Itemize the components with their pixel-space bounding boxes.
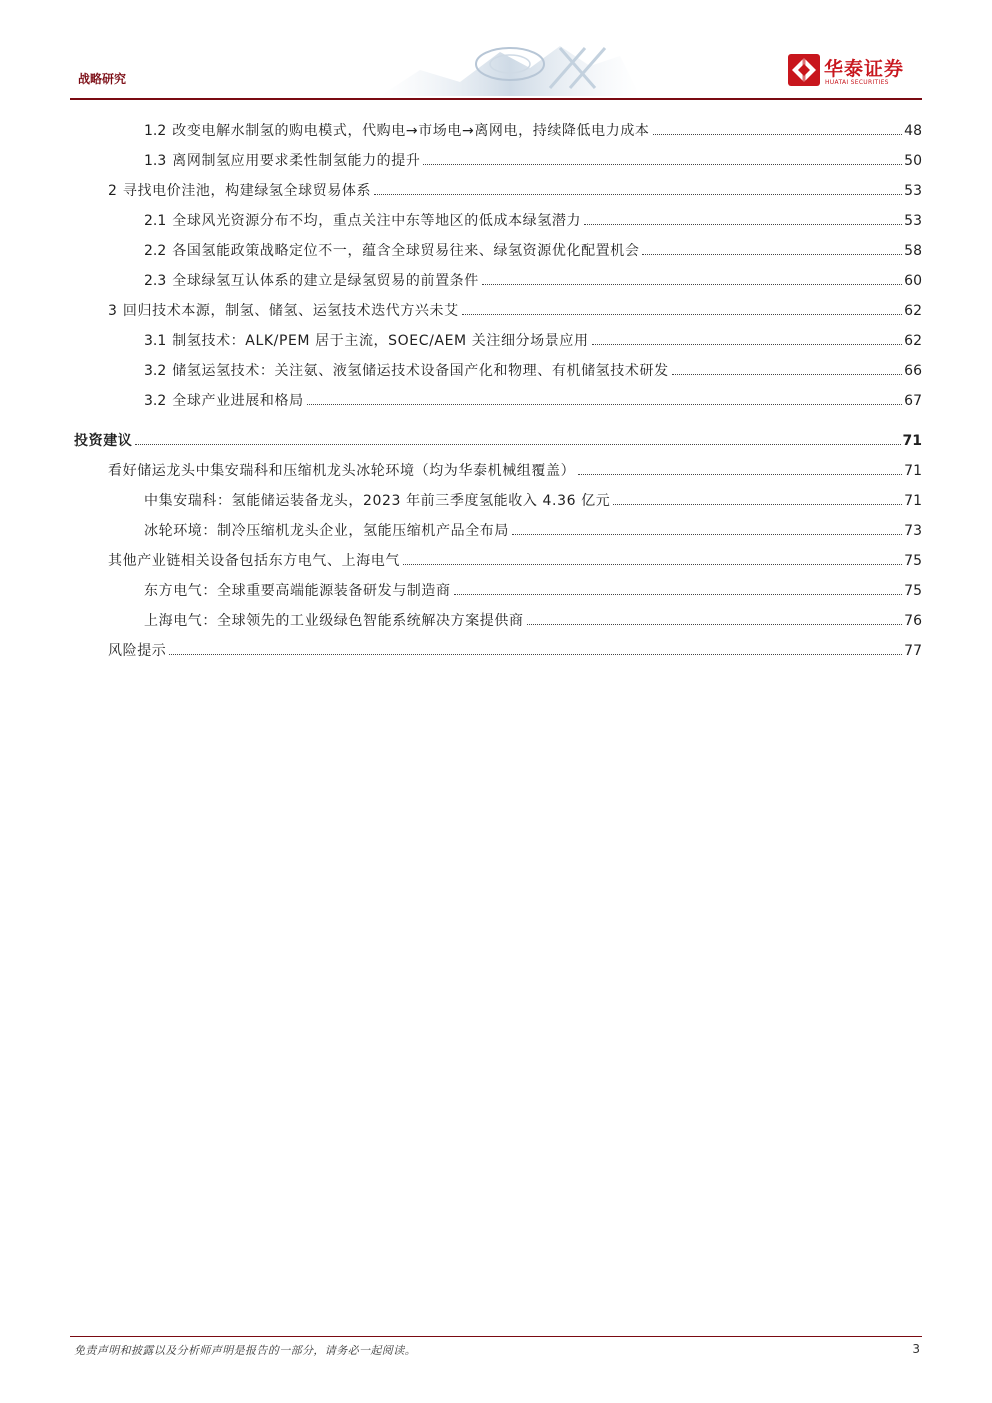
toc-entry-number: 1.3 [144,153,167,169]
toc-entry-title: 冰轮环境：制冷压缩机龙头企业，氢能压缩机产品全布局 [144,523,509,539]
toc-entry-title: 投资建议 [74,433,133,449]
toc-entry[interactable] [108,638,922,660]
toc-entry-title: 寻找电价洼池，构建绿氢全球贸易体系 [122,183,372,199]
brand-name-cn: 华泰证券 [824,58,905,80]
toc-entry-page: 62 [904,303,922,319]
header-decoration-graphic [380,40,640,96]
toc-entry-number: 2.1 [144,213,167,229]
toc-entry[interactable] [144,148,922,170]
toc-leader-dots [512,534,902,535]
toc-leader-dots [423,164,902,165]
toc-leader-dots [482,284,902,285]
toc-entry-number: 2.2 [144,243,167,259]
toc-leader-dots [613,504,902,505]
toc-entry-page: 53 [904,183,922,199]
toc-entry[interactable] [144,208,922,230]
toc-entry[interactable] [144,518,922,540]
toc-entry-page: 50 [904,153,922,169]
toc-entry[interactable] [144,578,922,600]
toc-entry-number: 3 [108,303,117,319]
header-divider [70,98,922,100]
toc-entry-title: 看好储运龙头中集安瑞科和压缩机龙头冰轮环境（均为华泰机械组覆盖） [108,463,576,479]
toc-entry-number: 2.3 [144,273,167,289]
toc-entry[interactable] [74,428,922,450]
toc-leader-dots [578,474,902,475]
toc-entry-page: 73 [904,523,922,539]
toc-entry-page: 75 [904,553,922,569]
toc-leader-dots [672,374,903,375]
huatai-logo [788,52,918,92]
toc-entry-title: 风险提示 [108,643,167,659]
toc-entry-title: 全球绿氢互认体系的建立是绿氢贸易的前置条件 [172,273,479,289]
toc-entry-page: 71 [902,433,922,449]
toc-entry-page: 53 [904,213,922,229]
toc-entry-page: 66 [904,363,922,379]
toc-leader-dots [462,314,902,315]
toc-entry-title: 离网制氢应用要求柔性制氢能力的提升 [172,153,421,169]
disclaimer-note: 免责声明和披露以及分析师声明是报告的一部分，请务必一起阅读。 [74,1344,416,1357]
page-number: 3 [912,1342,920,1356]
toc-entry[interactable] [144,358,922,380]
toc-entry-page: 60 [904,273,922,289]
toc-leader-dots [135,444,900,445]
toc-entry-number: 3.1 [144,333,167,349]
toc-leader-dots [307,404,903,405]
toc-entry[interactable] [108,298,922,320]
toc-entry-number: 3.2 [144,363,167,379]
page-header [70,40,922,96]
toc-leader-dots [653,134,903,135]
toc-entry-page: 75 [904,583,922,599]
toc-entry-page: 62 [904,333,922,349]
toc-entry[interactable] [144,488,922,510]
toc-leader-dots [527,624,903,625]
toc-entry-title: 其他产业链相关设备包括东方电气、上海电气 [108,553,400,569]
toc-entry[interactable] [144,118,922,140]
toc-leader-dots [642,254,902,255]
toc-entry-number: 1.2 [144,123,167,139]
toc-entry-number: 3.2 [144,393,167,409]
toc-entry[interactable] [108,548,922,570]
toc-leader-dots [592,344,903,345]
toc-entry-page: 58 [904,243,922,259]
toc-leader-dots [374,194,902,195]
brand-name-en: HUATAI SECURITIES [825,79,889,86]
toc-entry-page: 71 [904,463,922,479]
toc-entry-title: 中集安瑞科：氢能储运装备龙头，2023 年前三季度氢能收入 4.36 亿元 [144,493,611,509]
toc-entry[interactable] [144,328,922,350]
toc-entry-title: 制氢技术：ALK/PEM 居于主流，SOEC/AEM 关注细分场景应用 [172,333,589,349]
toc-entry-title: 上海电气：全球领先的工业级绿色智能系统解决方案提供商 [144,613,524,629]
toc-entry-title: 各国氢能政策战略定位不一，蕴含全球贸易往来、绿氢资源优化配置机会 [172,243,640,259]
toc-entry[interactable] [144,268,922,290]
huatai-logo-icon [788,54,820,86]
toc-leader-dots [169,654,902,655]
toc-entry-page: 76 [904,613,922,629]
toc-entry-title: 全球产业进展和格局 [172,393,304,409]
toc-leader-dots [403,564,902,565]
toc-entry[interactable] [144,608,922,630]
toc-entry-title: 东方电气：全球重要高端能源装备研发与制造商 [144,583,451,599]
toc-entry[interactable] [144,238,922,260]
toc-entry[interactable] [108,178,922,200]
toc-entry-number: 2 [108,183,117,199]
toc-leader-dots [454,594,903,595]
toc-entry-page: 71 [904,493,922,509]
toc-entry-title: 储氢运氢技术：关注氨、液氢储运技术设备国产化和物理、有机储氢技术研发 [172,363,669,379]
toc-entry[interactable] [108,458,922,480]
toc-entry-page: 48 [904,123,922,139]
toc-entry[interactable] [144,388,922,410]
section-label: 战略研究 [78,72,127,86]
footer-divider [70,1336,922,1337]
toc-entry-title: 全球风光资源分布不均，重点关注中东等地区的低成本绿氢潜力 [172,213,582,229]
toc-entry-title: 回归技术本源，制氢、储氢、运氢技术迭代方兴未艾 [122,303,459,319]
toc-entry-page: 77 [904,643,922,659]
toc-entry-page: 67 [904,393,922,409]
toc-entry-title: 改变电解水制氢的购电模式，代购电→市场电→离网电，持续降低电力成本 [172,123,650,139]
toc-leader-dots [584,224,902,225]
